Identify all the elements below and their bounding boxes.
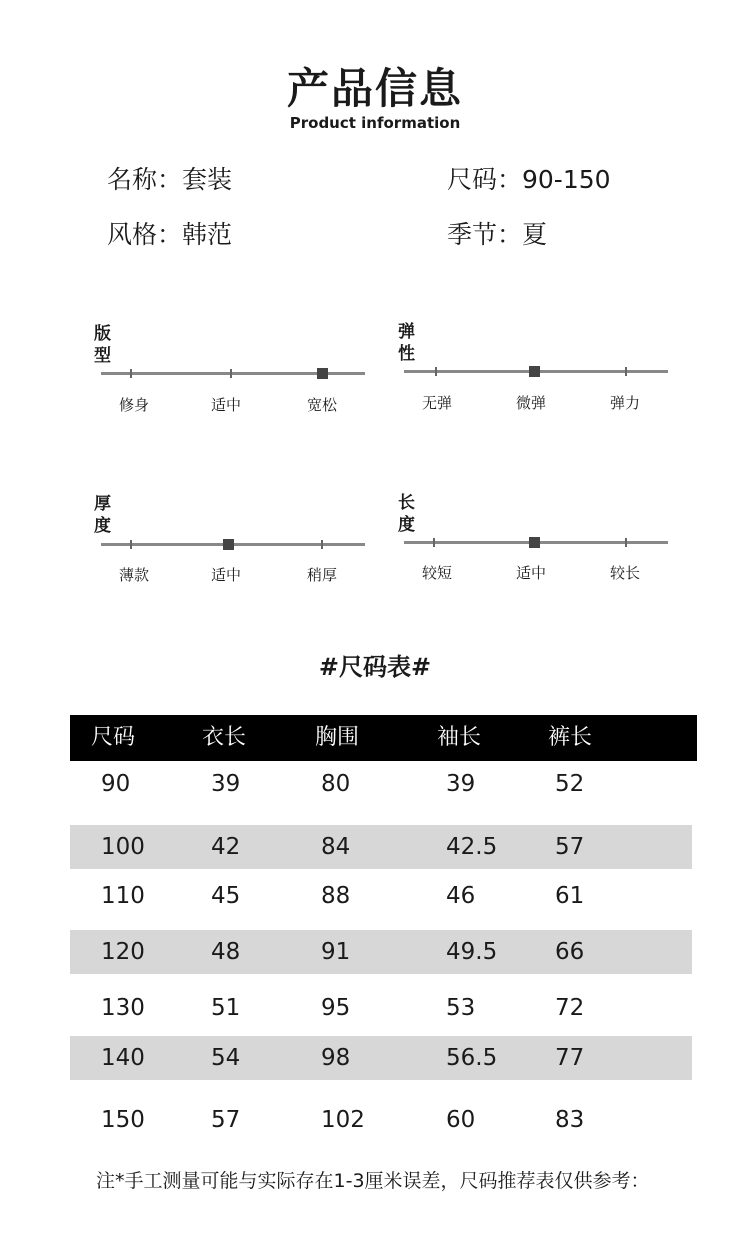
- table-cell: 42.5: [446, 834, 498, 860]
- scale-option: 稍厚: [306, 566, 337, 584]
- info-name: 名称：套装: [107, 165, 233, 194]
- table-cell: 51: [211, 995, 241, 1021]
- table-cell: 140: [101, 1045, 145, 1071]
- scale-tick: [321, 540, 323, 549]
- table-cell: 54: [211, 1045, 241, 1071]
- table-cell: 39: [211, 771, 241, 797]
- column-header: 衣长: [202, 725, 247, 750]
- table-cell: 100: [101, 834, 145, 860]
- page-subtitle: Product information: [289, 114, 461, 132]
- scale-option: 微弹: [515, 394, 546, 412]
- table-cell: 39: [446, 771, 476, 797]
- scale-title: 长度: [398, 493, 415, 535]
- scale-title: 版型: [94, 324, 111, 366]
- scale-marker: [317, 368, 328, 379]
- table-cell: 57: [555, 834, 585, 860]
- column-header: 裤长: [548, 725, 593, 750]
- table-cell: 56.5: [446, 1045, 498, 1071]
- table-cell: 80: [321, 771, 351, 797]
- scale-marker: [529, 537, 540, 548]
- scale-option: 弹力: [609, 394, 640, 412]
- scale-option: 修身: [118, 396, 149, 414]
- page-title: 产品信息: [286, 64, 463, 113]
- scale-tick: [435, 367, 437, 376]
- table-cell: 42: [211, 834, 241, 860]
- table-cell: 49.5: [446, 939, 498, 965]
- table-cell: 72: [555, 995, 585, 1021]
- column-header: 胸围: [315, 725, 360, 750]
- scale-title: 厚度: [94, 494, 111, 536]
- scale-title: 弹性: [398, 322, 415, 364]
- table-cell: 90: [101, 771, 131, 797]
- scale-tick: [130, 540, 132, 549]
- table-cell: 45: [211, 883, 241, 909]
- table-cell: 120: [101, 939, 145, 965]
- table-cell: 102: [321, 1107, 365, 1133]
- scale-tick: [433, 538, 435, 547]
- table-row: [70, 1098, 692, 1142]
- scale-tick: [625, 538, 627, 547]
- info-size: 尺码：90-150: [447, 165, 611, 194]
- scale-marker: [223, 539, 234, 550]
- table-cell: 83: [555, 1107, 585, 1133]
- table-row: [70, 986, 692, 1030]
- table-cell: 110: [101, 883, 145, 909]
- table-cell: 48: [211, 939, 241, 965]
- table-cell: 53: [446, 995, 476, 1021]
- scale-option: 无弹: [421, 394, 452, 412]
- scale-option: 薄款: [118, 566, 149, 584]
- table-cell: 60: [446, 1107, 476, 1133]
- table-cell: 98: [321, 1045, 351, 1071]
- scale-marker: [529, 366, 540, 377]
- table-row: [70, 930, 692, 974]
- scale-tick: [130, 369, 132, 378]
- column-header: 袖长: [437, 725, 482, 750]
- table-cell: 57: [211, 1107, 241, 1133]
- info-season: 季节：夏: [447, 220, 548, 249]
- table-cell: 88: [321, 883, 351, 909]
- scale-option: 较长: [609, 564, 640, 582]
- scale-option: 适中: [210, 396, 241, 414]
- table-row: [70, 825, 692, 869]
- table-row: [70, 762, 692, 806]
- table-row: [70, 1036, 692, 1080]
- footnote: 注*手工测量可能与实际存在1-3厘米误差，尺码推荐表仅供参考：: [96, 1170, 650, 1192]
- scale-option: 适中: [515, 564, 546, 582]
- column-header: 尺码: [91, 725, 136, 750]
- table-cell: 91: [321, 939, 351, 965]
- scale-tick: [625, 367, 627, 376]
- table-cell: 61: [555, 883, 585, 909]
- scale-option: 适中: [210, 566, 241, 584]
- table-cell: 46: [446, 883, 476, 909]
- table-cell: 77: [555, 1045, 585, 1071]
- scale-option: 宽松: [306, 396, 337, 414]
- info-style: 风格：韩范: [107, 220, 233, 249]
- scale-option: 较短: [421, 564, 452, 582]
- size-table-title: #尺码表#: [318, 653, 432, 681]
- table-cell: 84: [321, 834, 351, 860]
- table-cell: 150: [101, 1107, 145, 1133]
- table-cell: 130: [101, 995, 145, 1021]
- scale-tick: [230, 369, 232, 378]
- table-cell: 52: [555, 771, 585, 797]
- table-cell: 95: [321, 995, 351, 1021]
- table-cell: 66: [555, 939, 585, 965]
- table-header: [70, 715, 697, 761]
- table-row: [70, 874, 692, 918]
